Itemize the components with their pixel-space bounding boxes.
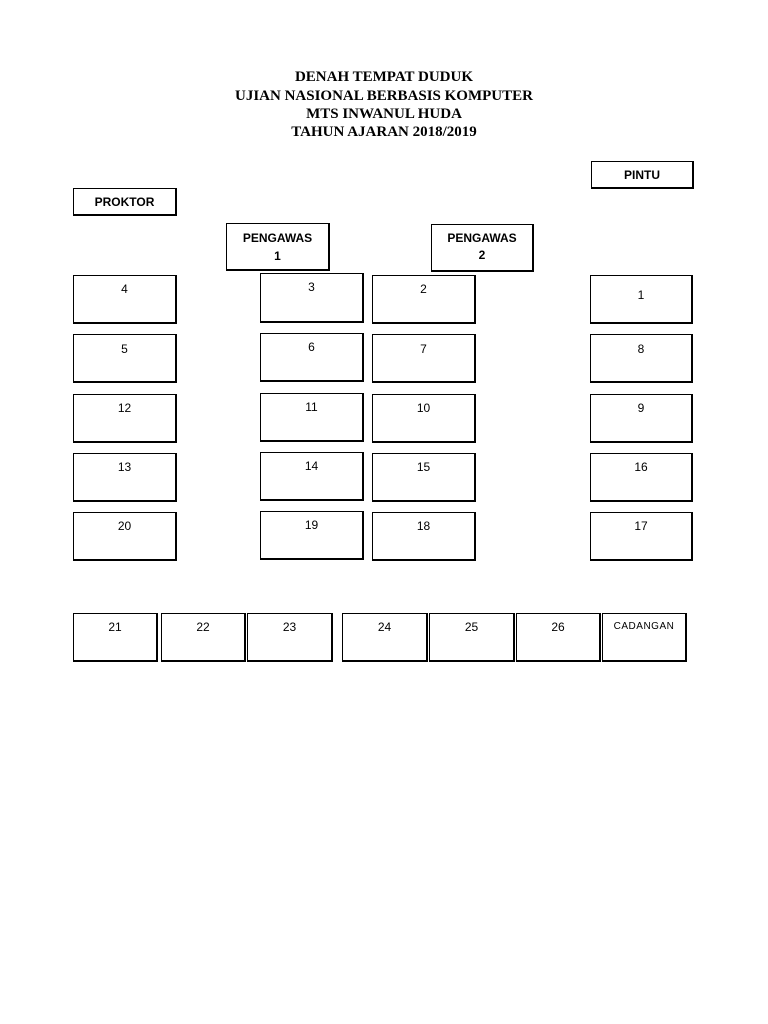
seat-24	[342, 613, 428, 662]
seat-11	[260, 393, 364, 442]
seat-6	[260, 333, 364, 382]
seat-reserve	[602, 613, 687, 662]
seat-number: 11	[305, 400, 318, 414]
seat-21	[73, 613, 158, 662]
supervisor-1-box	[226, 223, 330, 271]
seat-number: 17	[634, 519, 648, 533]
seat-5	[73, 334, 177, 383]
seat-number: 9	[637, 401, 645, 415]
seat-number: 20	[117, 519, 132, 533]
seat-number: 4	[121, 282, 128, 296]
seat-10	[372, 394, 476, 443]
seat-25	[429, 613, 515, 662]
supervisor-2-title: PENGAWAS	[447, 231, 517, 245]
seat-number: 12	[117, 401, 132, 415]
seat-15	[372, 453, 476, 502]
supervisor-1-title: PENGAWAS	[242, 231, 313, 245]
seat-number: 6	[308, 340, 315, 354]
seat-number: 18	[416, 519, 431, 533]
reserve-label: CADANGAN	[613, 621, 675, 632]
seat-number: 5	[121, 342, 128, 356]
seat-number: 24	[377, 620, 392, 634]
door-label: PINTU	[624, 168, 660, 182]
seat-14	[260, 452, 364, 501]
seat-number: 1	[637, 288, 645, 302]
seat-18	[372, 512, 476, 561]
seat-20	[73, 512, 177, 561]
seat-number: 16	[634, 460, 648, 474]
seat-9	[590, 394, 693, 443]
seat-number: 15	[416, 460, 431, 474]
seat-number: 25	[464, 620, 479, 634]
seat-8	[590, 334, 693, 383]
seat-4	[73, 275, 177, 324]
seat-number: 22	[196, 620, 210, 634]
seat-number: 14	[304, 459, 319, 473]
seat-22	[161, 613, 246, 662]
seat-number: 3	[308, 280, 315, 294]
seat-7	[372, 334, 476, 383]
title-line-3: MTS INWANUL HUDA	[306, 106, 462, 122]
supervisor-2-number: 2	[478, 248, 486, 262]
seat-16	[590, 453, 693, 502]
seat-19	[260, 511, 364, 560]
proctor-label: PROKTOR	[94, 195, 155, 209]
seat-number: 13	[117, 460, 132, 474]
seat-3	[260, 273, 364, 323]
seat-number: 23	[282, 620, 297, 634]
seat-26	[516, 613, 601, 662]
seat-number: 26	[551, 620, 565, 634]
title-line-1: DENAH TEMPAT DUDUK	[294, 69, 474, 85]
seat-17	[590, 512, 693, 561]
seat-12	[73, 394, 177, 443]
supervisor-1-number: 1	[274, 249, 281, 263]
seat-number: 21	[108, 620, 122, 634]
seat-1	[590, 275, 693, 324]
seat-number: 2	[420, 282, 427, 296]
supervisor-2-box	[431, 224, 534, 272]
seat-2	[372, 275, 476, 324]
title-line-4: TAHUN AJARAN 2018/2019	[291, 124, 477, 140]
seat-13	[73, 453, 177, 502]
seat-number: 7	[420, 342, 427, 356]
door-box	[591, 161, 694, 189]
seat-number: 10	[416, 401, 431, 415]
seat-23	[247, 613, 333, 662]
seat-number: 19	[304, 518, 319, 532]
title-line-2: UJIAN NASIONAL BERBASIS KOMPUTER	[235, 88, 533, 104]
proctor-box	[73, 188, 177, 216]
seat-number: 8	[637, 342, 645, 356]
